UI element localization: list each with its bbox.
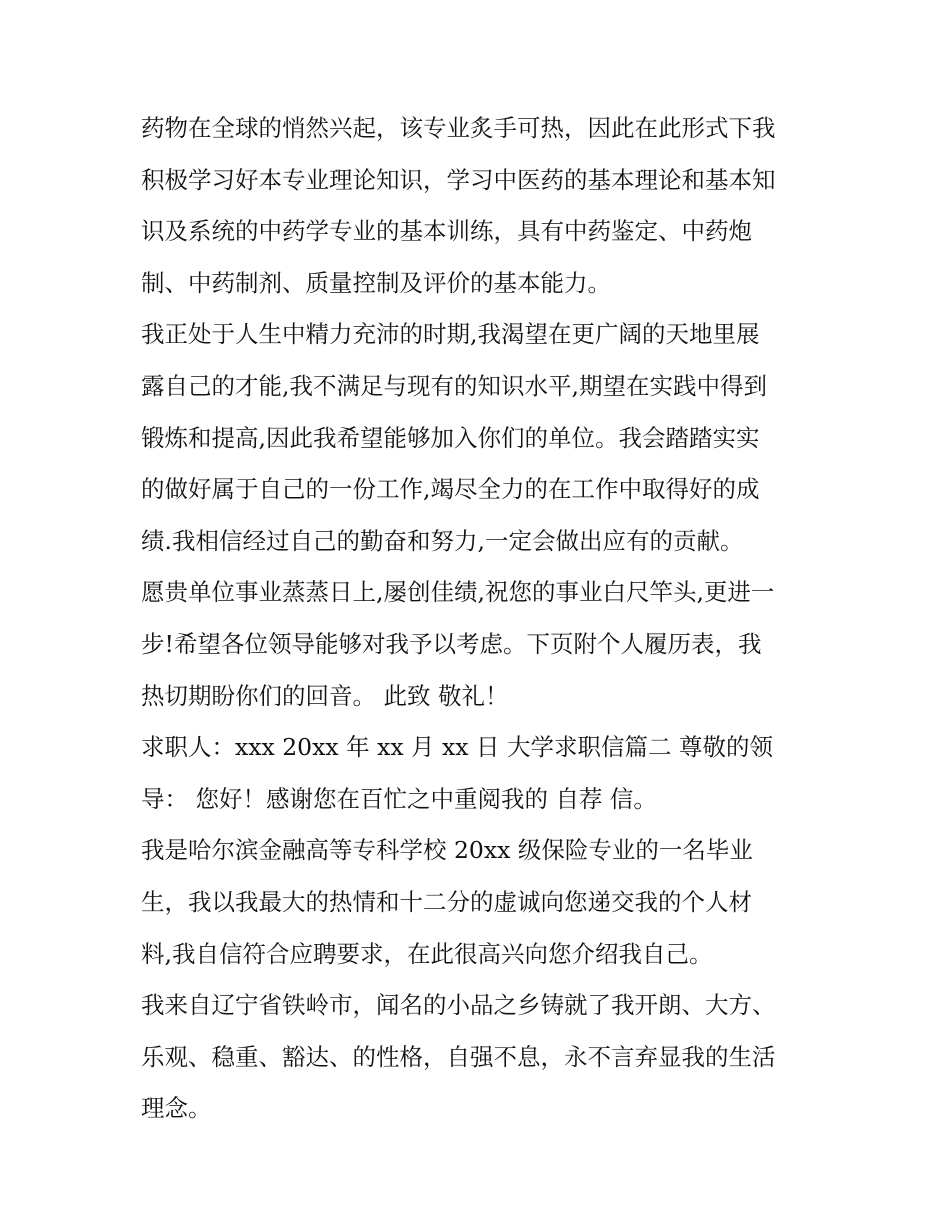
text-line-8: 的做好属于自己的一份工作,竭尽全力的在工作中取得好的成: [141, 475, 760, 504]
text-line-20: 理念。: [141, 1094, 212, 1123]
text-line-12: 热切期盼你们的回音。 此致 敬礼！: [141, 681, 509, 710]
document-body: [141, 103, 821, 1135]
text-line-9: 绩.我相信经过自己的勤奋和努力,一定会做出应有的贡献。: [141, 526, 744, 555]
text-line-5: 我正处于人生中精力充沛的时期,我渴望在更广阔的天地里展: [141, 320, 760, 349]
text-line-10: 愿贵单位事业蒸蒸日上,屡创佳绩,祝您的事业白尺竿头,更进一: [141, 578, 775, 607]
text-line-4: 制、中药制剂、质量控制及评价的基本能力。: [141, 268, 611, 297]
text-line-19: 乐观、稳重、豁达、的性格，自强不息，永不言弃显我的生活: [141, 1042, 776, 1071]
text-line-1: 药物在全球的悄然兴起，该专业炙手可热，因此在此形式下我: [141, 114, 776, 142]
text-line-7: 锻炼和提高,因此我希望能够加入你们的单位。我会踏踏实实: [141, 423, 760, 452]
text-line-6: 露自己的才能,我不满足与现有的知识水平,期望在实践中得到: [141, 371, 767, 400]
text-line-14: 导： 您好！感谢您在百忙之中重阅我的 自荐 信。: [141, 784, 657, 813]
text-line-18: 我来自辽宁省铁岭市，闻名的小品之乡铸就了我开朗、大方、: [141, 991, 776, 1020]
text-line-13: 求职人：xxx 20xx 年 xx 月 xx 日 大学求职信篇二 尊敬的领: [141, 733, 773, 762]
text-line-17: 料,我自信符合应聘要求，在此很高兴向您介绍我自己。: [141, 939, 713, 968]
text-line-3: 识及系统的中药学专业的基本训练，具有中药鉴定、中药炮: [141, 217, 752, 246]
text-line-11: 步!希望各位领导能够对我予以考虑。下页附个人履历表，我: [141, 629, 762, 658]
text-line-2: 积极学习好本专业理论知识，学习中医药的基本理论和基本知: [141, 165, 776, 194]
text-line-16: 生，我以我最大的热情和十二分的虚诚向您递交我的个人材: [141, 887, 752, 916]
text-line-15: 我是哈尔滨金融高等专科学校 20xx 级保险专业的一名毕业: [141, 836, 753, 865]
